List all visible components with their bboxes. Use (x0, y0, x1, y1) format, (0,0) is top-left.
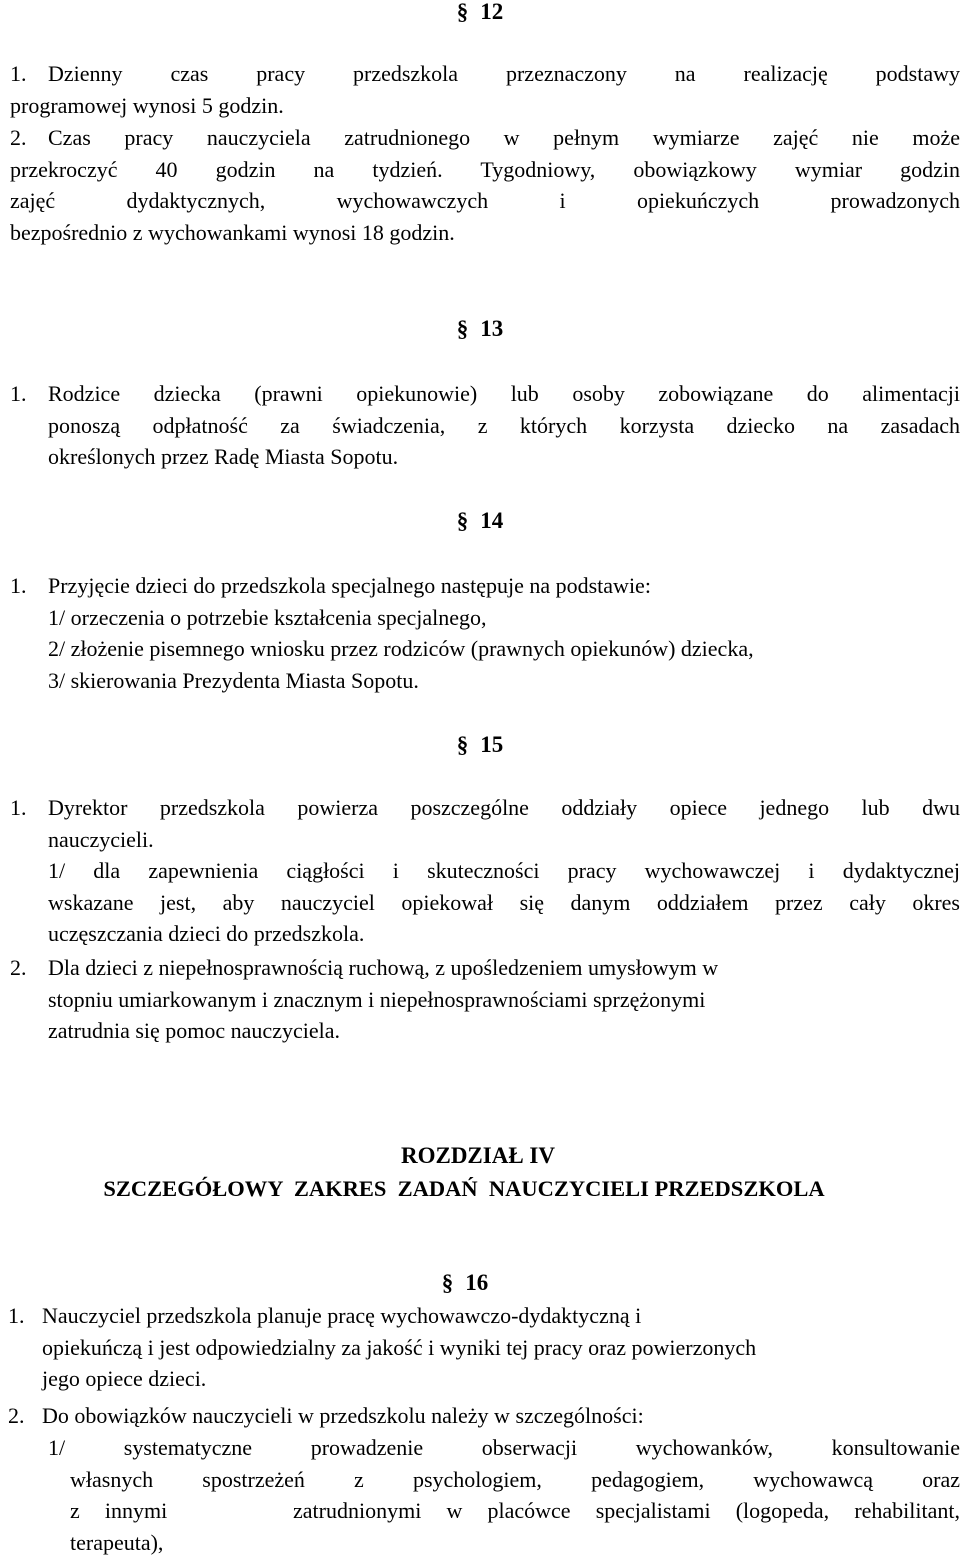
paragraph-number: 2. (8, 1403, 25, 1428)
list-item: 2/ złożenie pisemnego wniosku przez rodziców (prawnych opiekunów) dziecka, (48, 636, 754, 661)
text-line: przekroczyć 40 godzin na tydzień. Tygodniowy, obowiązkowy wymiar godzin (10, 156, 960, 182)
text-line: bezpośrednio z wychowankami wynosi 18 godzin. (10, 219, 455, 245)
text-line: wskazane jest, aby nauczyciel opiekował się danym oddziałem przez cały okres (48, 889, 960, 915)
section-15-heading (0, 730, 960, 760)
list-item: 1/ systematyczne prowadzenie obserwacji wychowanków, konsultowanie (48, 1435, 960, 1460)
paragraph-number: 2. (10, 125, 27, 150)
text-line: zajęć dydaktycznych, wychowawczych i opiekuńczych prowadzonych (10, 188, 960, 213)
text-line: Przyjęcie dzieci do przedszkola specjalnego następuje na podstawie: (48, 573, 651, 598)
section-symbol: § (456, 0, 469, 24)
paragraph-number: 1. (10, 381, 27, 406)
paragraph-number: 1. (10, 573, 27, 598)
text-line: stopniu umiarkowanym i znacznym i niepełnosprawnościami sprzężonymi (48, 986, 706, 1012)
chapter-subtitle: SZCZEGÓŁOWY ZAKRES ZADAŃ NAUCZYCIELI PRZEDSZKOLA (103, 1176, 825, 1201)
list-item: 3/ skierowania Prezydenta Miasta Sopotu. (48, 667, 419, 693)
text-line: Rodzice dziecka (prawni opiekunowie) lub osoby zobowiązane do alimentacji (48, 381, 960, 406)
section-13-heading (0, 314, 960, 344)
text-line: 1/ dla zapewnienia ciągłości i skuteczności pracy wychowawczej i dydaktycznej (48, 858, 960, 883)
section-number: 16 (465, 1270, 489, 1295)
text-line: określonych przez Radę Miasta Sopotu. (48, 444, 399, 469)
section-14-heading (0, 506, 960, 536)
paragraph-number: 1. (10, 61, 27, 86)
section-number: 12 (480, 0, 504, 24)
text-line: Nauczyciel przedszkola planuje pracę wychowawczo-dydaktyczną i (42, 1303, 642, 1328)
text-line: ponoszą odpłatność za świadczenia, z których korzysta dziecko na zasadach (48, 412, 960, 438)
section-number: 13 (480, 316, 504, 341)
section-symbol: § (456, 316, 469, 341)
section-16-paragraph-1 (8, 1300, 960, 1395)
list-item: 1/ orzeczenia o potrzebie kształcenia specjalnego, (48, 604, 487, 630)
paragraph-number: 2. (10, 955, 27, 980)
section-16-paragraph-2 (8, 1400, 960, 1432)
section-symbol: § (441, 1270, 454, 1295)
section-symbol: § (456, 732, 469, 757)
text-line: własnych spostrzeżeń z psychologiem, pedagogiem, wychowawcą oraz (70, 1466, 960, 1492)
section-symbol: § (456, 508, 469, 533)
text-line: jego opiece dzieci. (42, 1366, 207, 1391)
paragraph-number: 1. (10, 795, 27, 820)
chapter-title: ROZDZIAŁ IV (400, 1143, 555, 1168)
section-number: 15 (480, 732, 504, 757)
text-line: opiekuńczą i jest odpowiedzialny za jakość i wyniki tej pracy oraz powierzonych (42, 1334, 757, 1360)
text-line: programowej wynosi 5 godzin. (10, 92, 284, 118)
section-12-paragraph-1 (10, 58, 960, 121)
section-number: 14 (480, 508, 504, 533)
text-line: z innymi zatrudnionymi w placówce specjalistami (logopeda, rehabilitant, (70, 1498, 960, 1523)
section-12-paragraph-2 (10, 122, 960, 248)
section-16-item-1 (48, 1432, 960, 1558)
text-line: Do obowiązków nauczycieli w przedszkolu należy w szczególności: (42, 1403, 644, 1428)
section-14-paragraph-1 (10, 570, 960, 696)
text-line: Czas pracy nauczyciela zatrudnionego w pełnym wymiarze zajęć nie może (48, 125, 960, 150)
paragraph-number: 1. (8, 1303, 25, 1328)
text-line: Dzienny czas pracy przedszkola przeznaczony na realizację podstawy (48, 61, 960, 86)
text-line: Dyrektor przedszkola powierza poszczególne oddziały opiece jednego lub dwu (48, 795, 960, 820)
section-13-paragraph-1 (10, 378, 960, 473)
text-line: uczęszczania dzieci do przedszkola. (48, 921, 365, 946)
text-line: nauczycieli. (48, 826, 154, 852)
section-12-heading (0, 0, 960, 27)
section-16-heading (0, 1268, 945, 1298)
text-line: terapeuta), (70, 1529, 164, 1555)
section-15-paragraph-2 (10, 952, 960, 1047)
text-line: zatrudnia się pomoc nauczyciela. (48, 1018, 340, 1043)
text-line: Dla dzieci z niepełnosprawnością ruchową, z upośledzeniem umysłowym w (48, 955, 719, 980)
section-15-paragraph-1 (10, 792, 960, 950)
